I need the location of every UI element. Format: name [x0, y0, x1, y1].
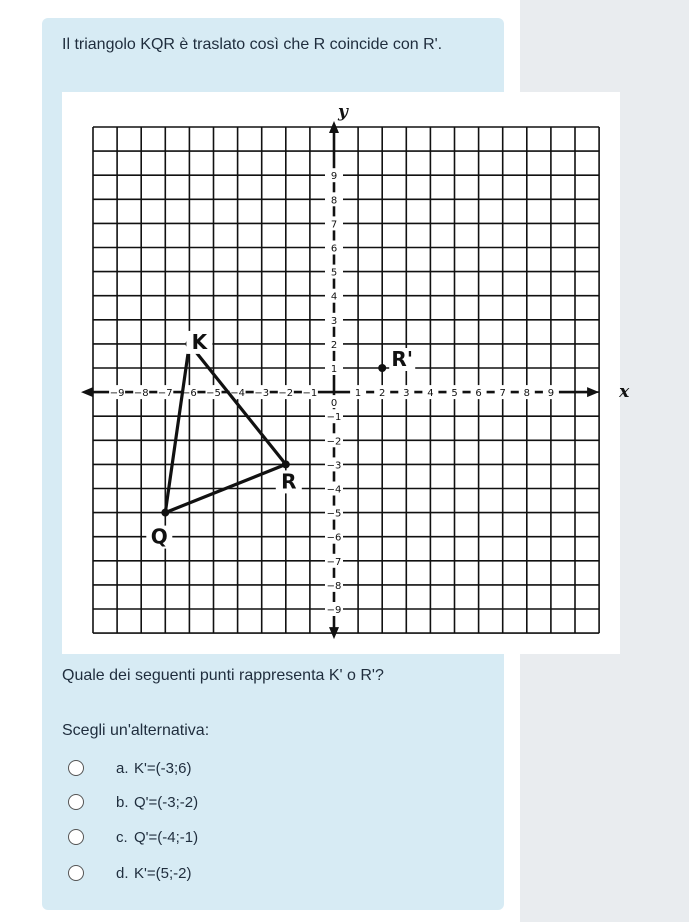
y-axis-label: y: [338, 102, 348, 122]
option-c-text: Q'=(-4;-1): [134, 828, 199, 846]
y-tick-label: 3: [330, 315, 338, 327]
y-tick-label: −8: [326, 580, 342, 592]
coordinate-plane-figure: [62, 92, 630, 654]
y-tick-label: 7: [330, 219, 338, 231]
option-c-letter: c.: [116, 828, 128, 846]
radio-option-c[interactable]: [68, 829, 84, 845]
option-c[interactable]: [68, 825, 199, 849]
label-q: Q: [150, 524, 168, 549]
radio-option-d[interactable]: [68, 865, 84, 881]
label-k: K: [191, 329, 208, 354]
y-tick-label: 5: [330, 267, 338, 279]
y-tick-label: 6: [330, 243, 338, 255]
x-tick-label: 3: [403, 388, 410, 400]
x-axis-label: x: [619, 382, 630, 403]
coordinate-plane: [62, 92, 630, 654]
y-tick-label: 1: [330, 364, 338, 375]
point-q: [161, 509, 169, 517]
label-r: R: [281, 469, 297, 494]
x-tick-label: 8: [523, 388, 530, 400]
x-tick-label: −4: [230, 388, 245, 400]
point-r: [282, 460, 290, 468]
y-tick-label: −5: [326, 508, 342, 520]
x-tick-label: −8: [133, 388, 149, 400]
x-tick-label: 2: [379, 388, 386, 400]
x-axis-arrow-right-icon: [587, 387, 599, 397]
label-r-prime: R': [391, 347, 413, 371]
option-b-text: Q'=(-3;-2): [134, 793, 199, 811]
option-d-text: K'=(5;-2): [134, 864, 192, 882]
x-tick-label: 7: [499, 388, 506, 400]
x-tick-label: 5: [451, 388, 458, 400]
y-tick-label: 9: [330, 171, 338, 183]
y-tick-label: 2: [330, 339, 338, 351]
x-tick-label: 9: [547, 388, 555, 400]
x-tick-label: 1: [354, 388, 362, 400]
option-b[interactable]: [68, 790, 199, 814]
x-tick-label: −6: [182, 388, 197, 400]
y-tick-label: −7: [326, 556, 342, 568]
sub-question: Quale dei seguenti punti rappresenta K' o R'?: [62, 667, 384, 684]
y-tick-label: −9: [326, 605, 342, 616]
radio-option-b[interactable]: [68, 794, 84, 810]
origin-label: 0: [330, 398, 338, 410]
y-tick-label: −3: [326, 460, 342, 472]
x-axis-arrow-left-icon: [81, 387, 93, 397]
y-tick-label: −1: [326, 412, 342, 424]
choose-label: Scegli un'alternativa:: [62, 722, 210, 739]
option-a[interactable]: [68, 756, 192, 780]
option-a-letter: a.: [116, 759, 129, 777]
y-tick-label: 4: [330, 291, 338, 303]
x-tick-label: −2: [278, 388, 294, 400]
option-d-letter: d.: [116, 864, 129, 882]
y-tick-label: −2: [326, 436, 342, 448]
x-tick-label: −3: [254, 388, 270, 400]
option-b-letter: b.: [116, 793, 129, 811]
triangle-kqr: [165, 344, 285, 513]
point-r-prime: [378, 364, 386, 372]
question-prompt: Il triangolo KQR è traslato così che R coincide con R'.: [62, 36, 443, 53]
radio-option-a[interactable]: [68, 760, 84, 776]
option-a-text: K'=(-3;6): [134, 759, 192, 777]
x-tick-label: −5: [206, 388, 221, 400]
x-tick-label: 6: [475, 388, 482, 400]
y-tick-label: 8: [330, 195, 338, 207]
y-tick-label: −6: [326, 532, 342, 544]
x-tick-label: −9: [109, 388, 125, 400]
x-tick-label: −1: [302, 388, 318, 400]
y-tick-label: −4: [326, 484, 342, 496]
x-tick-label: −7: [157, 388, 173, 400]
option-d[interactable]: [68, 861, 192, 885]
x-tick-label: 4: [427, 388, 434, 400]
